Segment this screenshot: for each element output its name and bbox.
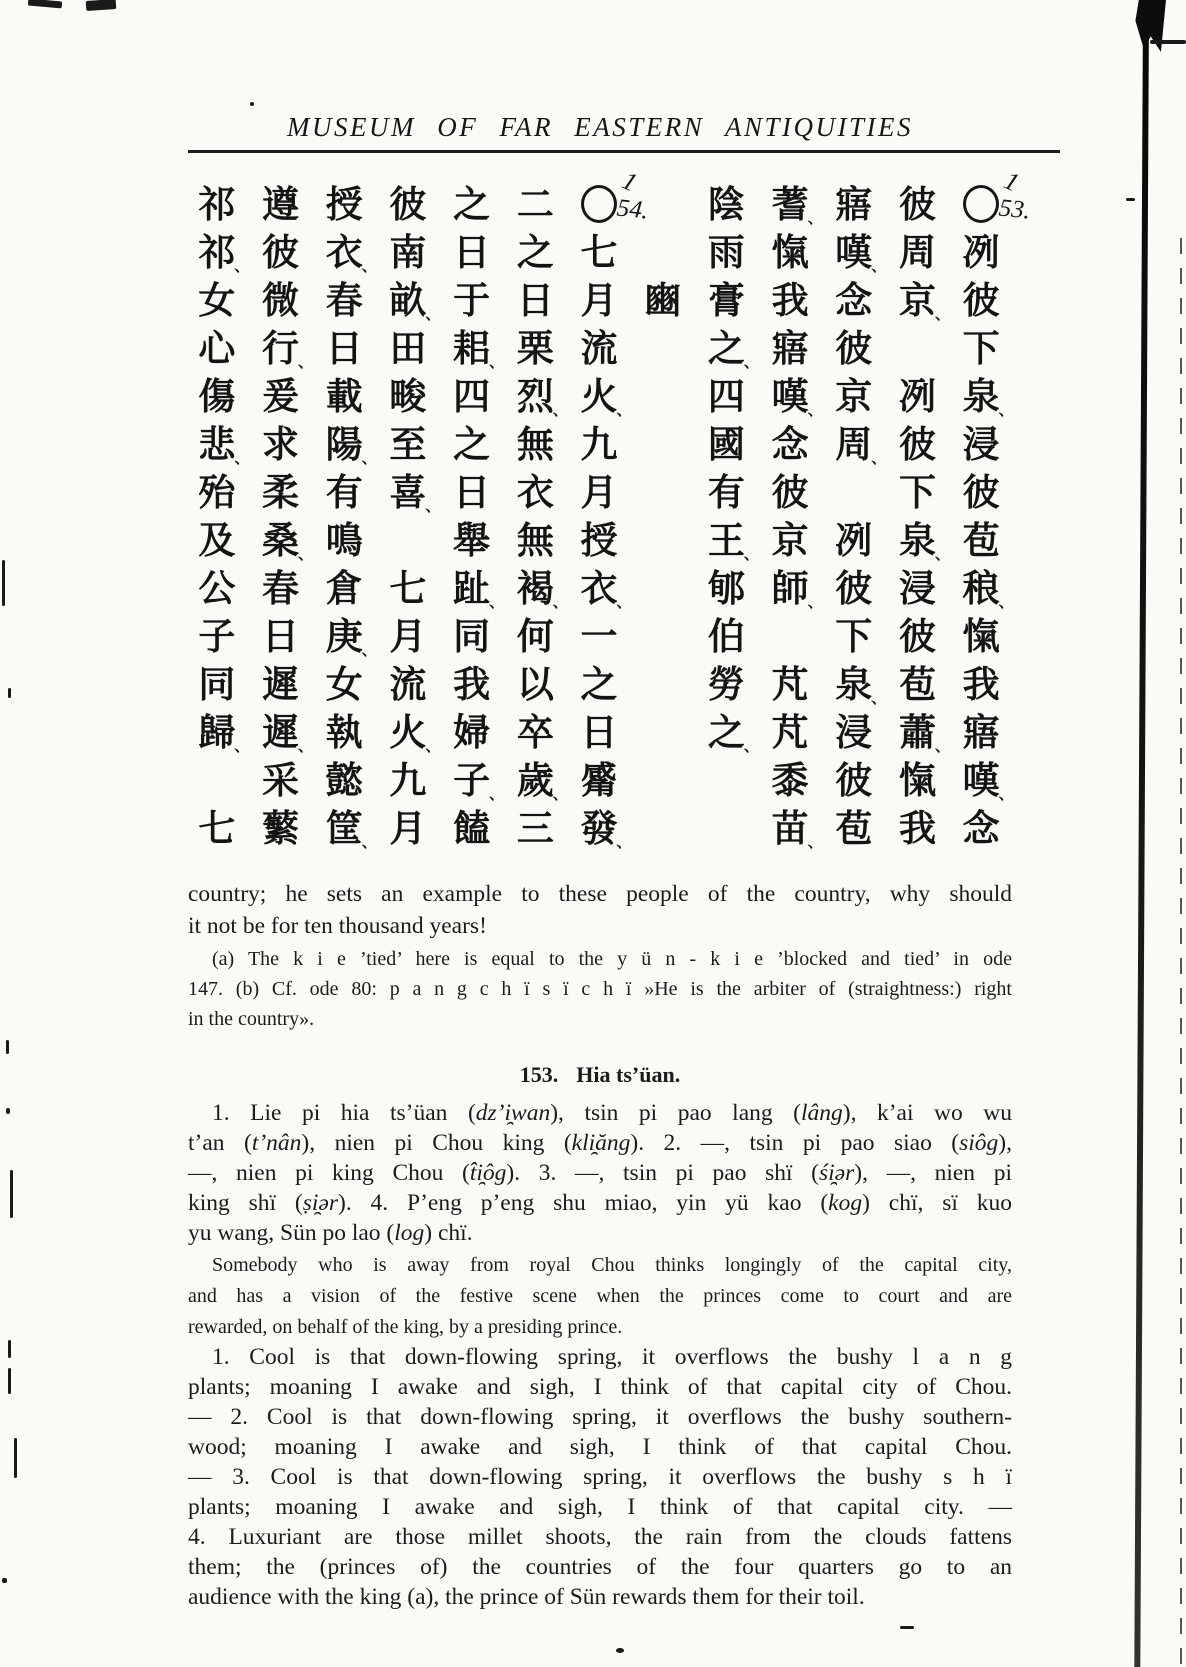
poem-cell: 歸 、 [198,709,250,755]
poem-cell: 春 [325,277,363,322]
poem-cell: 豳 [644,277,682,322]
poem-cell: 浸 [962,421,1000,466]
ode-title: Hia ts’üan. [576,1062,681,1087]
poem-column-5 [695,180,759,856]
poem-cell: 柔 [262,469,300,514]
paragraph-continuation [188,878,1012,942]
poem-cell: 于 [453,277,491,322]
poem-cell: 稂 、 [962,565,1014,611]
poem-cell: 流 [389,661,427,706]
poem-cell: 發 、 [580,805,632,851]
poem-cell: 我 [962,661,1000,706]
poem-cell: 愾 [771,229,809,274]
poem-cell: 畝 、 [389,277,441,323]
poem-cell: 泉 、 [898,517,950,563]
margin-mark [8,1368,11,1394]
margin-mark [2,1578,7,1583]
poem-cell: 念 [835,277,873,322]
poem-cell: 日 [580,709,618,754]
poem-cell: 載 [325,373,363,418]
poem-cell: 彼 [835,565,873,610]
poem-cell: 倉 [325,565,363,610]
poem-cell: 四 [453,373,491,418]
page-edge-line [1134,8,1149,1667]
poem-cell: 蕭 、 [898,709,950,755]
poem-cell: 郇 [707,565,745,610]
poem-cell: 苞 [835,805,873,850]
text-line: them; the (princes of) the countries of the four quarters go to an [188,1554,1012,1580]
poem-cell: 下 [835,613,873,658]
poem-cell: 流 [580,325,618,370]
text-line: Somebody who is away from royal Chou thinks longingly of the capital city, [212,1254,1012,1276]
scan-corner-smudge [1132,0,1166,52]
poem-cell: 授 [580,517,618,562]
poem-cell: 褐 、 [516,565,568,611]
poem-cell: 衣 、 [580,565,632,611]
poem-column-13 [185,180,249,856]
poem-cell: 微 [262,277,300,322]
text-line: rewarded, on behalf of the king, by a presiding prince. [188,1316,623,1338]
circle-icon [963,185,999,223]
poem-cell: 火 、 [389,709,441,755]
poem-column-7 [567,165,650,856]
margin-mark [6,1040,9,1054]
poem-cell: 以 [516,661,554,706]
pause-mark: 、 [616,400,632,419]
poem-cell: 鳴 [325,517,363,562]
pause-mark: 、 [552,784,568,803]
scan-mark [1150,40,1186,44]
pause-mark: 、 [871,256,887,275]
poem-cell: 衣 、 [325,229,377,275]
poem-cell: 之 、 [707,325,759,371]
poem-cell: 授 [325,181,363,226]
transliteration-paragraph [188,1098,1012,1248]
poem-cell: 求 [262,421,300,466]
poem-cell: 之 [453,181,491,226]
pause-mark: 、 [234,736,250,755]
pause-mark: 、 [234,448,250,467]
poem-cell: 爰 [262,373,300,418]
text-line: 147. (b) Cf. ode 80: p a n g c h ï s ï c h ï »He is the arbiter of (straightness:) right [188,978,1012,1000]
pause-mark: 、 [361,256,377,275]
poem-cell: 雨 [707,229,745,274]
poem-cell: 傷 [198,373,236,418]
poem-cell: 遵 [262,181,300,226]
pause-mark: 、 [552,400,568,419]
poem-cell: 嘆 、 [962,757,1014,803]
pause-mark: 、 [743,544,759,563]
poem-cell: 三 [516,805,554,850]
poem-cell: 彼 [771,469,809,514]
poem-cell: 七 [198,805,236,850]
pause-mark: 、 [998,784,1014,803]
scan-mark [900,1626,914,1629]
pause-mark: 、 [616,592,632,611]
poem-cell: 一 [580,613,618,658]
text-line: 4. Luxuriant are those millet shoots, the rain from the clouds fattens [188,1524,1012,1550]
pause-mark: 、 [807,832,823,851]
pause-mark: 、 [298,736,314,755]
ode-heading [188,1062,1012,1088]
poem-cell: 月 [389,613,427,658]
poem-cell: 祁 [198,181,236,226]
pause-mark: 、 [361,832,377,851]
poem-cell: 芃 [771,661,809,706]
poem-cell: 殆 [198,469,236,514]
poem-cell: 無 [516,421,554,466]
pause-mark: 、 [807,400,823,419]
poem-cell: 月 [580,277,618,322]
poem-cell: 京 [835,373,873,418]
text-line: — 2. Cool is that down-flowing spring, it overflows the bushy southern- [188,1404,1012,1430]
poem-cell: 愾 [962,613,1000,658]
margin-mark [6,1108,10,1114]
poem-cell: 悲 、 [198,421,250,467]
poem-column-12 [249,180,313,856]
running-header: MUSEUM OF FAR EASTERN ANTIQUITIES [287,112,913,142]
poem-cell: 苗 、 [771,805,823,851]
margin-mark [8,1340,11,1358]
pause-mark: 、 [489,352,505,371]
poem-cell: 我 [453,661,491,706]
poem-cell: 衣 [516,469,554,514]
text-line: 1. Cool is that down-flowing spring, it overflows the bushy l a n g [212,1344,1012,1370]
poem-cell: 之 [580,661,618,706]
poem-cell: 火 、 [580,373,632,419]
poem-cell: 師 、 [771,565,823,611]
poem-cell: 何 [516,613,554,658]
poem-column-8 [503,180,567,856]
poem-cell: 觱 [580,757,618,802]
poem-cell: 桑 、 [262,517,314,563]
poem-cell: 彼 [898,613,936,658]
poem-cell: 至 [389,421,427,466]
ode-number-circle: 1 54. [581,185,617,223]
poem-cell: 彼 [962,469,1000,514]
poem-cell: 田 [389,325,427,370]
poem-cell: 彼 [389,181,427,226]
poem-cell: 浸 [898,565,936,610]
pause-mark: 、 [298,544,314,563]
poem-cell: 采 [262,757,300,802]
poem-cell: 饁 [453,805,491,850]
poem-cell: 日 [453,469,491,514]
poem-cell: 舉 [453,517,491,562]
poem-cell: 浸 [835,709,873,754]
poem-cell: 月 [389,805,427,850]
poem-column-2 [886,180,950,856]
poem-cell: 庚 、 [325,613,377,659]
poem-cell: 彼 [835,325,873,370]
poem-cell: 之 [516,229,554,274]
text-line: plants; moaning I awake and sigh, I think of that capital city of Chou. [188,1374,1012,1400]
poem-cell: 周 [898,229,936,274]
text-line: —, nien pi king Chou (t̂i̯ôg). 3. —, tsin pi pao shï (śi̯ər), —, nien pi [188,1160,1012,1186]
poem-cell: 我 [771,277,809,322]
poem-column-3 [822,180,886,856]
text-line: 1. Lie pi hia ts’üan (dz’i̯wan), tsin pi pao lang (lâng), k’ai wo wu [212,1100,1012,1126]
chinese-poem-grid [185,165,1032,856]
margin-mark [10,1170,13,1218]
pause-mark: 、 [616,832,632,851]
text-line: t’an (t’nân), nien pi Chou king (kli̯ăng). 2. —, tsin pi pao siao (siôg), [188,1130,1012,1156]
poem-cell: 及 [198,517,236,562]
poem-cell: 王 、 [707,517,759,563]
poem-cell: 喜 、 [389,469,441,515]
poem-cell: 之 、 [707,709,759,755]
pause-mark: 、 [743,352,759,371]
poem-cell: 同 [453,613,491,658]
poem-cell: 周 、 [835,421,887,467]
pause-mark: 、 [934,544,950,563]
poem-cell: 女 [198,277,236,322]
poem-cell: 泉 、 [835,661,887,707]
poem-cell: 寤 [771,325,809,370]
poem-cell: 彼 [835,757,873,802]
poem-cell: 日 [262,613,300,658]
poem-cell: 日 [453,229,491,274]
poem-cell: 婦 [453,709,491,754]
text-line: and has a vision of the festive scene when the princes come to court and are [188,1285,1012,1307]
poem-cell: 京 、 [898,277,950,323]
poem-cell: 彼 [898,181,936,226]
poem-cell: 苞 [962,517,1000,562]
poem-cell: 有 [707,469,745,514]
poem-cell: 國 [707,421,745,466]
poem-cell: 同 [198,661,236,706]
poem-column-6 [631,180,695,856]
pause-mark: 、 [934,304,950,323]
poem-cell: 冽 [898,373,936,418]
pause-mark: 、 [298,352,314,371]
pause-mark: 、 [871,448,887,467]
pause-mark: 、 [489,592,505,611]
poem-cell: 日 [516,277,554,322]
poem-cell: 寤 [962,709,1000,754]
poem-cell: 女 [325,661,363,706]
poem-cell: 九 [389,757,427,802]
poem-cell: 行 、 [262,325,314,371]
poem-cell: 下 [962,325,1000,370]
page-edge-thin-line [1180,238,1182,1667]
poem-column-4 [758,180,822,856]
poem-cell: 九 [580,421,618,466]
poem-cell: 彼 [962,277,1000,322]
poem-cell: 芃 [771,709,809,754]
poem-cell: 畯 [389,373,427,418]
scan-mark [1126,198,1135,201]
scan-mark [616,1648,624,1653]
poem-cell: 念 [962,805,1000,850]
pause-mark: 、 [934,736,950,755]
circle-icon [581,185,617,223]
poem-cell: 膏 [707,277,745,322]
poem-cell: 冽 [962,229,1000,274]
poem-cell: 烈 、 [516,373,568,419]
poem-cell: 子 、 [453,757,505,803]
poem-cell: 京 [771,517,809,562]
translation-paragraph [188,1342,1012,1612]
poem-cell: 筐 、 [325,805,377,851]
poem-cell: 蓍 、 [771,181,823,227]
poem-cell: 四 [707,373,745,418]
poem-cell: 日 [325,325,363,370]
text-line: (a) The k i e ’tied’ here is equal to the y ü n - k i e ’blocked and tied’ in ode [212,948,1012,970]
text-line: — 3. Cool is that down-flowing spring, it overflows the bushy s h ï [188,1464,1012,1490]
poem-cell: 之 [453,421,491,466]
text-line: it not be for ten thousand years! [188,913,487,939]
header-rule [188,150,1060,153]
ode-number: 153. [519,1062,559,1087]
text-line: wood; moaning I awake and sigh, I think of that capital Chou. [188,1434,1012,1460]
poem-cell: 冽 [835,517,873,562]
poem-cell: 遲 、 [262,709,314,755]
poem-cell: 陰 [707,181,745,226]
poem-column-11 [312,180,376,856]
scan-mark [250,102,254,106]
poem-cell: 公 [198,565,236,610]
pause-mark: 、 [998,400,1014,419]
pause-mark: 、 [425,736,441,755]
poem-cell: 無 [516,517,554,562]
margin-mark [14,1438,17,1478]
ode-number-circle: 1 53. [963,185,999,223]
margin-mark [8,688,11,698]
poem-cell: 寤 [835,181,873,226]
text-line: audience with the king (a), the prince of Sün rewards them for their toil. [188,1584,865,1610]
poem-cell: 下 [898,469,936,514]
poem-cell: 有 [325,469,363,514]
poem-cell: 心 [198,325,236,370]
scan-mark [86,0,117,11]
poem-cell: 黍 [771,757,809,802]
poem-cell: 彼 [262,229,300,274]
text-line: plants; moaning I awake and sigh, I think of that capital city. — [188,1494,1012,1520]
poem-cell: 春 [262,565,300,610]
text-line: king shï (ṣi̯ər). 4. P’eng p’eng shu miao, yin yü kao (kog) chï, sï kuo [188,1190,1012,1216]
poem-cell: 懿 [325,757,363,802]
text-line: country; he sets an example to these people of the country, why should [188,881,1012,907]
poem-cell: 彼 [898,421,936,466]
footnote-paragraph [188,944,1012,1034]
pause-mark: 、 [425,304,441,323]
poem-cell: 栗 [516,325,554,370]
pause-mark: 、 [552,592,568,611]
pause-mark: 、 [361,640,377,659]
pause-mark: 、 [743,736,759,755]
poem-column-9 [440,180,504,856]
poem-cell: 卒 [516,709,554,754]
text-line: yu wang, Sün po lao (log) chï. [188,1220,473,1246]
poem-cell: 嘆 、 [835,229,887,275]
pause-mark: 、 [489,784,505,803]
poem-cell: 執 [325,709,363,754]
poem-cell: 子 [198,613,236,658]
pause-mark: 、 [234,256,250,275]
poem-cell: 念 [771,421,809,466]
poem-cell: 七 [580,229,618,274]
scan-mark [28,0,62,8]
poem-cell: 苞 [898,661,936,706]
poem-cell: 遲 [262,661,300,706]
poem-cell: 伯 [707,613,745,658]
pause-mark: 、 [807,592,823,611]
pause-mark: 、 [361,448,377,467]
text-line: in the country». [188,1008,315,1030]
poem-cell: 七 [389,565,427,610]
poem-cell: 月 [580,469,618,514]
poem-cell: 趾 、 [453,565,505,611]
poem-cell: 陽 、 [325,421,377,467]
poem-cell: 南 [389,229,427,274]
pause-mark: 、 [807,208,823,227]
poem-cell: 嘆 、 [771,373,823,419]
summary-paragraph [188,1250,1012,1343]
poem-cell: 蘩 [262,805,300,850]
pause-mark: 、 [998,592,1014,611]
poem-cell: 泉 、 [962,373,1014,419]
margin-mark [2,560,5,606]
poem-cell: 愾 [898,757,936,802]
pause-mark: 、 [871,688,887,707]
pause-mark: 、 [425,496,441,515]
poem-cell: 耜 、 [453,325,505,371]
poem-column-1 [949,165,1032,856]
poem-cell: 二 [516,181,554,226]
poem-cell: 歲 、 [516,757,568,803]
poem-cell: 祁 、 [198,229,250,275]
poem-column-10 [376,180,440,856]
poem-cell: 我 [898,805,936,850]
poem-cell: 勞 [707,661,745,706]
